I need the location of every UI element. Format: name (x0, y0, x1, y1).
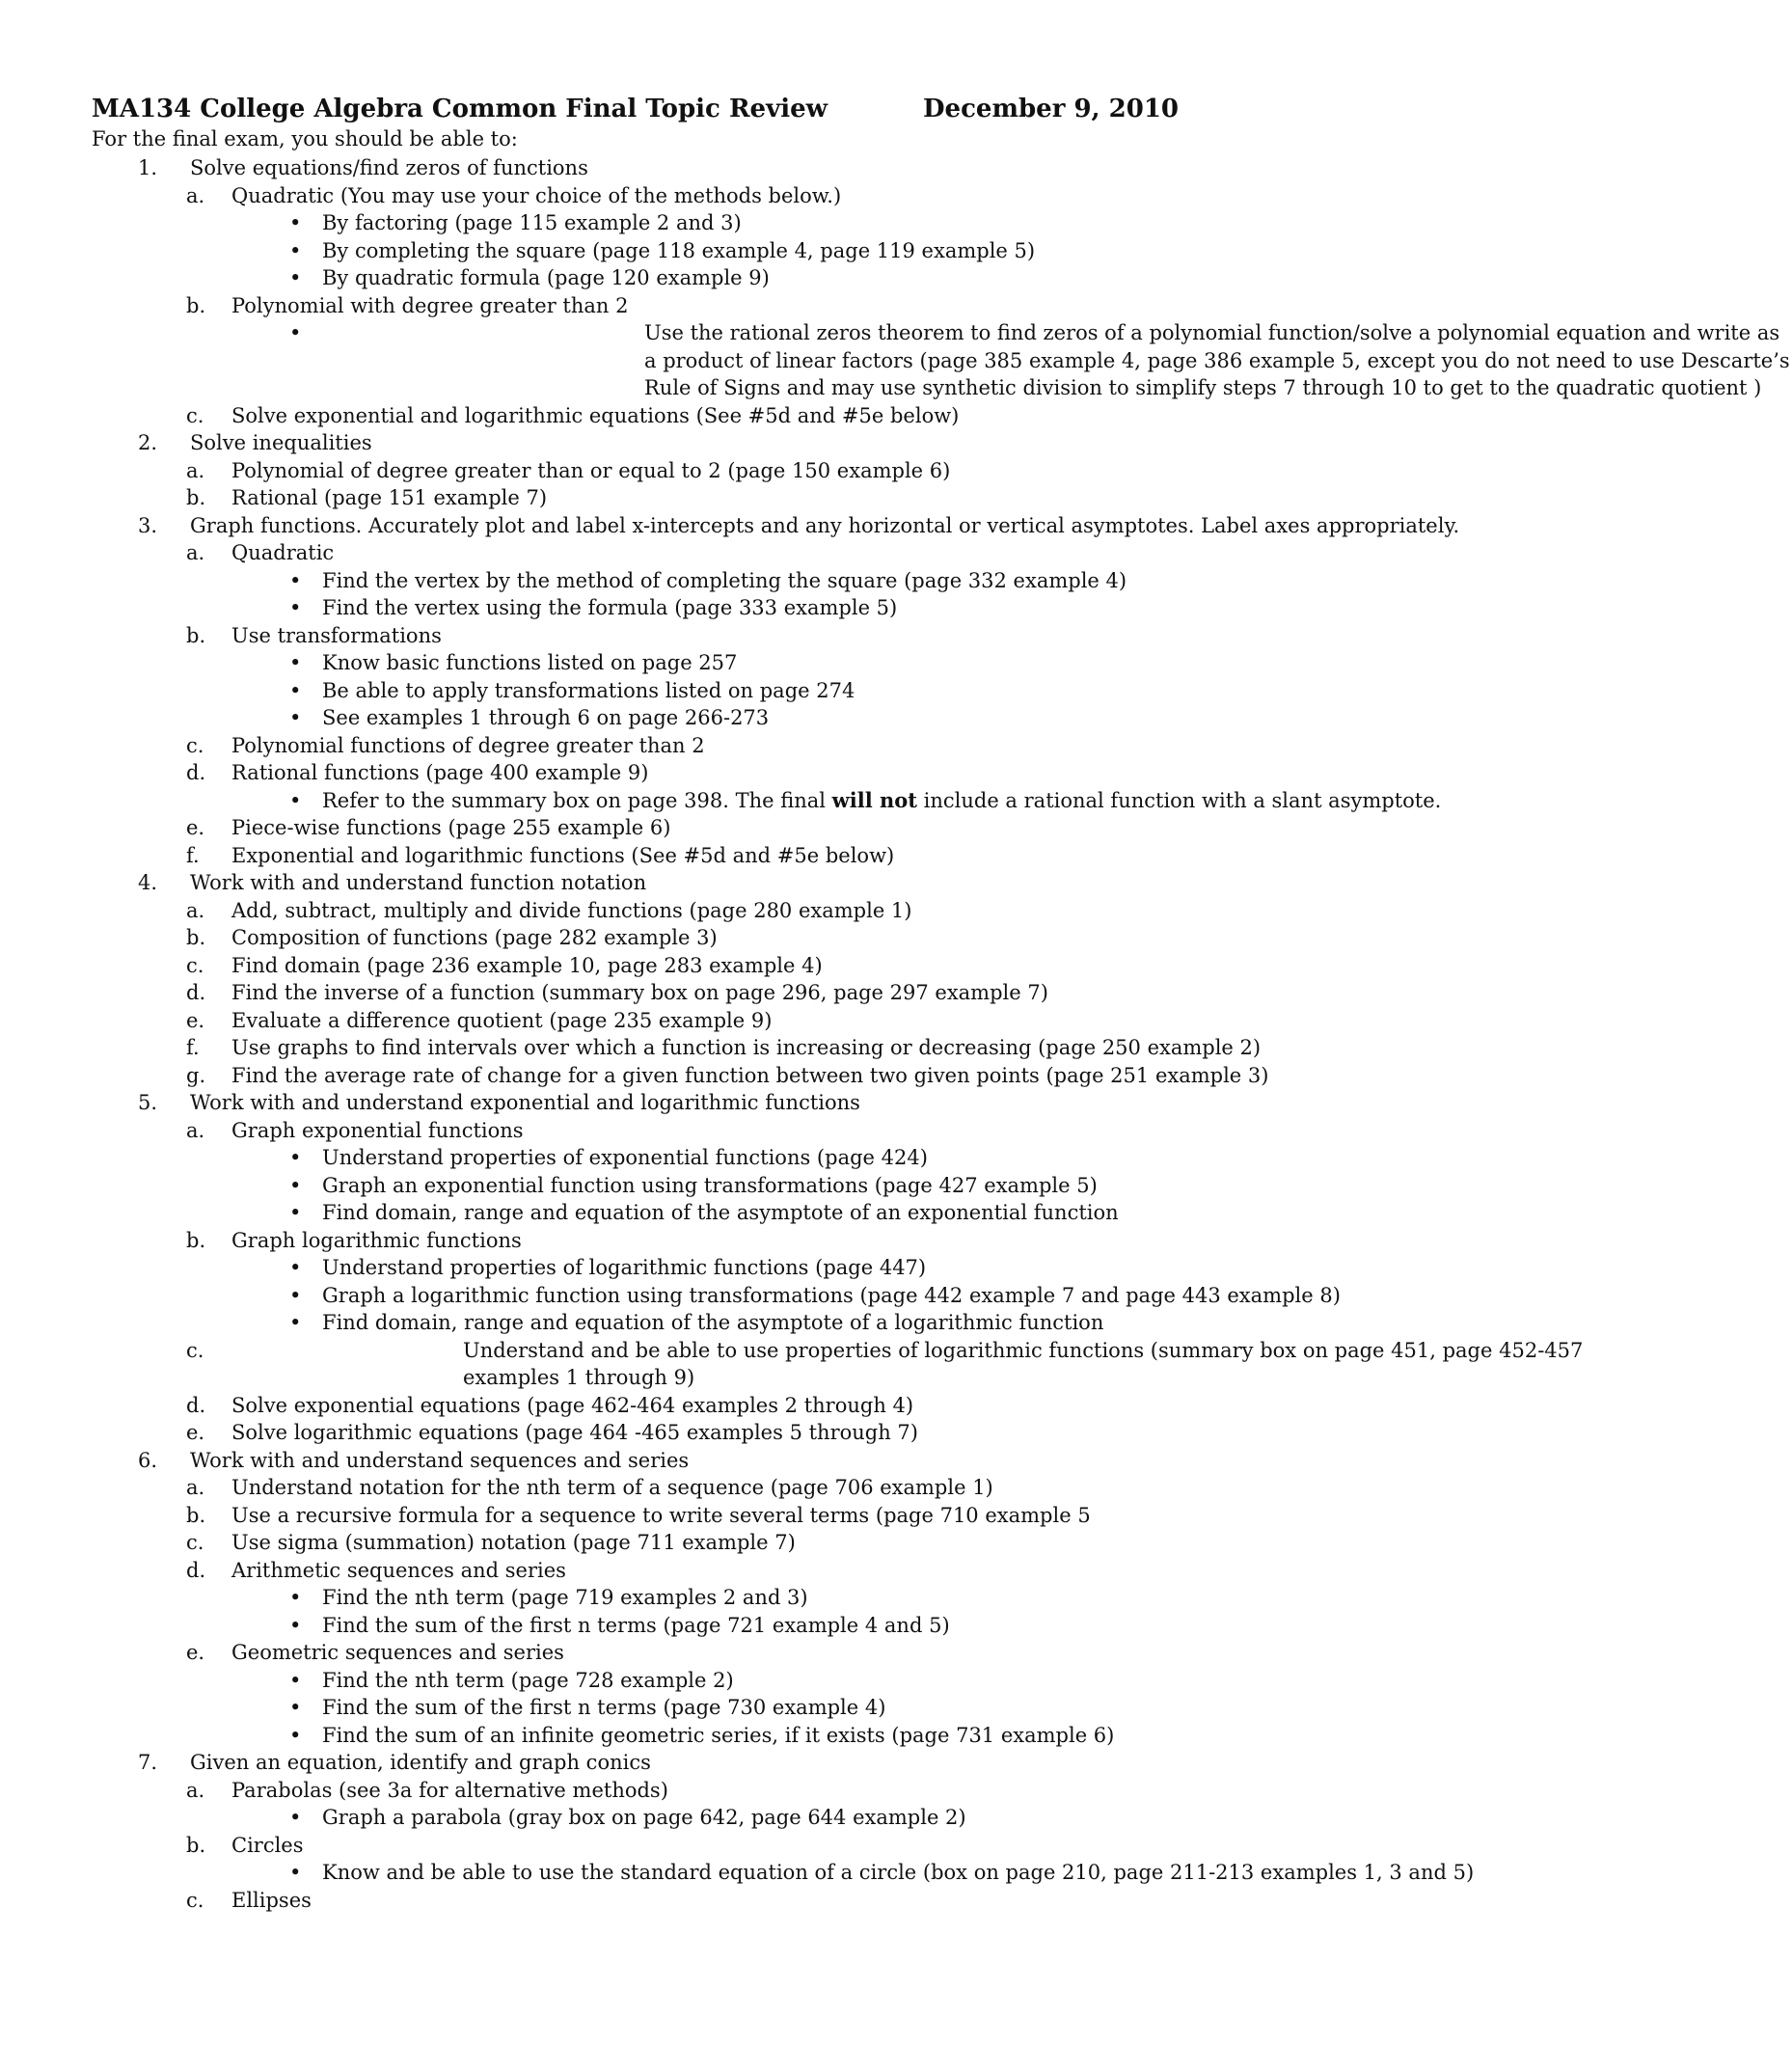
bullet-text: Find the vertex using the formula (page 333 example 5) (322, 596, 898, 619)
bullet-item (0, 1667, 1582, 1695)
bullet-text: Graph an exponential function using transformations (page 427 example 5) (322, 1173, 1098, 1197)
bullet-text: Graph a logarithmic function using transformations (page 442 example 7 and page 443 example 8) (322, 1283, 1341, 1307)
bullet-item (0, 787, 1582, 815)
subtopic-text: Graph exponential functions (231, 1118, 524, 1142)
subtopic-item (0, 732, 1582, 760)
subtopic-item (0, 182, 1582, 210)
subtopic-item (0, 1337, 1582, 1392)
subtopic-letter: f. (186, 1036, 200, 1059)
subtopic-letter: c. (186, 403, 204, 427)
bullet-text: By completing the square (page 118 example 4, page 119 example 5) (322, 238, 1036, 262)
subtopic-letter: b. (186, 623, 206, 647)
subtopic-text: Graph logarithmic functions (231, 1228, 522, 1252)
section-title: Work with and understand sequences and series (190, 1448, 690, 1472)
bullet-icon: • (289, 1696, 302, 1719)
bullet-icon: • (289, 1806, 302, 1829)
subtopic-letter: a. (186, 898, 205, 922)
subtopic-item (0, 1474, 1582, 1502)
bullet-text: Find the nth term (page 728 example 2) (322, 1668, 734, 1692)
bullet-icon: • (289, 568, 302, 592)
bullet-icon: • (289, 1201, 302, 1224)
subtopic-letter: a. (186, 183, 205, 207)
subtopic-text: Exponential and logarithmic functions (See #5d and #5e below) (231, 843, 895, 867)
bullet-text: Find the sum of an infinite geometric series, if it exists (page 731 example 6) (322, 1723, 1115, 1747)
bullet-icon: • (289, 1311, 302, 1334)
subtopic-item (0, 292, 1582, 320)
bullet-text: Find domain, range and equation of the asymptote of a logarithmic function (322, 1311, 1104, 1334)
subtopic-letter: a. (186, 1118, 205, 1142)
subtopic-text: Polynomial of degree greater than or equal to 2 (page 150 example 6) (231, 458, 951, 482)
subtopic-text: Find domain (page 236 example 10, page 283 example 4) (231, 953, 823, 977)
subtopic-text: Ellipses (231, 1888, 312, 1912)
subtopic-letter: c. (186, 1531, 204, 1554)
section-title: Work with and understand exponential and logarithmic functions (190, 1091, 860, 1114)
bullet-item (0, 1282, 1582, 1310)
subtopic-text: Find the inverse of a function (summary box on page 296, page 297 example 7) (231, 981, 1048, 1004)
bullet-text: Refer to the summary box on page 398. The final will not include a rational function with a slant asymptote. (322, 787, 1442, 812)
bullet-item (0, 1172, 1582, 1200)
subtopic-letter: g. (186, 1063, 206, 1087)
bullet-item (0, 1859, 1582, 1887)
subtopic-letter: c. (186, 733, 204, 757)
subtopic-item (0, 1529, 1582, 1557)
bullet-icon: • (289, 1256, 302, 1279)
subtopic-letter: c. (186, 953, 204, 977)
subtopic-letter: d. (186, 1393, 206, 1417)
bullet-item (0, 1254, 1582, 1282)
section-title: Given an equation, identify and graph conics (190, 1751, 651, 1774)
subtopic-item (0, 622, 1582, 650)
subtopic-item (0, 1007, 1582, 1035)
bullet-item (0, 1584, 1582, 1612)
bullet-text: By quadratic formula (page 120 example 9) (322, 266, 770, 289)
subtopic-item (0, 924, 1582, 952)
subtopic-item (0, 1117, 1582, 1145)
bullet-icon: • (289, 596, 302, 619)
bullet-text: Use the rational zeros theorem to find zeros of a polynomial function/solve a polynomial equation and write as a product of linear factors (page 385 example 4, page 386 example 5, except you do not need to use Descarte’s Rule of Signs and may use synthetic division to simplify steps 7 through 10 to get to the quadratic quotient ) (644, 321, 1790, 399)
bullet-icon: • (289, 321, 302, 344)
bullet-item (0, 649, 1582, 677)
bullet-icon: • (289, 1146, 302, 1169)
subtopic-letter: a. (186, 458, 205, 482)
subtopic-letter: d. (186, 981, 206, 1004)
subtopic-text: Rational (page 151 example 7) (231, 486, 548, 509)
subtopic-item (0, 842, 1582, 870)
subtopic-text: Piece-wise functions (page 255 example 6) (231, 816, 671, 839)
subtopic-text: Use graphs to find intervals over which a function is increasing or decreasing (page 250 example 2) (231, 1036, 1262, 1059)
bullet-item (0, 594, 1582, 622)
subtopic-item (0, 759, 1582, 787)
page-date: December 9, 2010 (923, 95, 1180, 123)
bullet-text: Understand properties of exponential functions (page 424) (322, 1146, 928, 1169)
subtopic-item (0, 897, 1582, 925)
bullet-item (0, 1144, 1582, 1172)
bullet-item (0, 1612, 1582, 1640)
bullet-icon: • (289, 706, 302, 729)
section-heading (0, 429, 1582, 457)
subtopic-text: Add, subtract, multiply and divide functions (page 280 example 1) (231, 898, 912, 922)
section-heading (0, 1089, 1582, 1117)
subtopic-text: Polynomial with degree greater than 2 (231, 293, 629, 317)
section-number: 4. (138, 871, 158, 894)
section-title: Work with and understand function notation (190, 871, 647, 894)
subtopic-item (0, 1227, 1582, 1255)
subtopic-item (0, 457, 1582, 485)
bullet-icon: • (289, 1586, 302, 1609)
subtopic-letter: f. (186, 843, 200, 867)
subtopic-text: Geometric sequences and series (231, 1641, 564, 1664)
subtopic-letter: c. (186, 1338, 204, 1362)
bullet-icon: • (289, 678, 302, 702)
subtopic-item (0, 814, 1582, 842)
section-title: Graph functions. Accurately plot and label x-intercepts and any horizontal or vertical asymptotes. Label axes appropriately. (190, 513, 1460, 537)
section-number: 5. (138, 1091, 158, 1114)
subtopic-letter: c. (186, 1888, 204, 1912)
section-number: 2. (138, 431, 158, 454)
bullet-icon: • (289, 788, 302, 812)
bullet-item (0, 319, 1790, 402)
bullet-icon: • (289, 238, 302, 262)
section-heading (0, 869, 1582, 897)
subtopic-item (0, 539, 1582, 567)
subtopic-letter: b. (186, 1503, 206, 1527)
subtopic-item (0, 979, 1582, 1007)
subtopic-item (0, 1832, 1582, 1860)
bullet-item (0, 677, 1582, 705)
section-number: 7. (138, 1751, 158, 1774)
subtopic-text: Solve exponential and logarithmic equations (See #5d and #5e below) (231, 403, 960, 427)
section-number: 3. (138, 513, 158, 537)
bullet-icon: • (289, 651, 302, 674)
bullet-text: Find the sum of the first n terms (page 730 example 4) (322, 1696, 886, 1719)
bullet-text: Find the sum of the first n terms (page 721 example 4 and 5) (322, 1613, 950, 1637)
bullet-text: Know basic functions listed on page 257 (322, 651, 738, 674)
subtopic-letter: e. (186, 1421, 205, 1444)
bullet-text: Find the vertex by the method of completing the square (page 332 example 4) (322, 568, 1127, 592)
bullet-icon: • (289, 1668, 302, 1692)
subtopic-text: Find the average rate of change for a given function between two given points (page 251 example 3) (231, 1063, 1269, 1087)
bullet-icon: • (289, 1723, 302, 1747)
bullet-item (0, 237, 1582, 265)
bullet-text: See examples 1 through 6 on page 266-273 (322, 706, 770, 729)
subtopic-item (0, 1777, 1582, 1805)
emphasis-text: will not (831, 787, 917, 812)
section-number: 6. (138, 1448, 158, 1472)
bullet-icon: • (289, 1861, 302, 1884)
subtopic-letter: a. (186, 1778, 205, 1802)
bullet-item (0, 264, 1582, 292)
subtopic-item (0, 402, 1582, 430)
bullet-icon: • (289, 211, 302, 234)
subtopic-item (0, 1034, 1582, 1062)
subtopic-text: Use transformations (231, 623, 442, 647)
section-number: 1. (138, 156, 158, 179)
subtopic-item (0, 1392, 1582, 1420)
subtopic-text: Understand notation for the nth term of a sequence (page 706 example 1) (231, 1476, 993, 1499)
subtopic-text: Understand and be able to use properties of logarithmic functions (summary box on page 451, page 452-457 examples 1 through 9) (463, 1338, 1584, 1389)
subtopic-text: Evaluate a difference quotient (page 235 example 9) (231, 1008, 773, 1032)
section-title: Solve inequalities (190, 431, 372, 454)
subtopic-item (0, 1639, 1582, 1667)
subtopic-item (0, 1419, 1582, 1447)
subtopic-text: Composition of functions (page 282 example 3) (231, 926, 718, 949)
subtopic-item (0, 1502, 1582, 1530)
subtopic-letter: e. (186, 1641, 205, 1664)
subtopic-letter: a. (186, 541, 205, 564)
section-heading (0, 154, 1582, 182)
bullet-text: Find domain, range and equation of the asymptote of an exponential function (322, 1201, 1119, 1224)
subtopic-letter: d. (186, 761, 206, 784)
bullet-text: Understand properties of logarithmic functions (page 447) (322, 1256, 927, 1279)
bullet-text: Find the nth term (page 719 examples 2 and 3) (322, 1586, 808, 1609)
subtopic-text: Use a recursive formula for a sequence to write several terms (page 710 example 5 (231, 1503, 1091, 1527)
subtopic-letter: b. (186, 293, 206, 317)
subtopic-letter: e. (186, 1008, 205, 1032)
subtopic-item (0, 1557, 1582, 1585)
bullet-item (0, 1309, 1582, 1337)
subtopic-text: Parabolas (see 3a for alternative methods) (231, 1778, 668, 1802)
subtopic-text: Rational functions (page 400 example 9) (231, 761, 649, 784)
page-title: MA134 College Algebra Common Final Topic Review (92, 95, 828, 123)
bullet-icon: • (289, 266, 302, 289)
bullet-icon: • (289, 1173, 302, 1197)
subtopic-letter: b. (186, 1833, 206, 1857)
bullet-text: By factoring (page 115 example 2 and 3) (322, 211, 742, 234)
subtopic-text: Solve exponential equations (page 462-464 examples 2 through 4) (231, 1393, 914, 1417)
section-heading (0, 1749, 1582, 1777)
subtopic-text: Polynomial functions of degree greater than 2 (231, 733, 705, 757)
subtopic-item (0, 1887, 1582, 1915)
bullet-text: Know and be able to use the standard equation of a circle (box on page 210, page 211-213 examples 1, 3 and 5) (322, 1861, 1475, 1884)
subtopic-item (0, 484, 1582, 512)
subtopic-text: Arithmetic sequences and series (231, 1558, 566, 1582)
subtopic-letter: e. (186, 816, 205, 839)
bullet-text: Graph a parabola (gray box on page 642, page 644 example 2) (322, 1806, 966, 1829)
bullet-item (0, 1199, 1582, 1227)
subtopic-letter: d. (186, 1558, 206, 1582)
section-heading (0, 512, 1582, 540)
subtopic-text: Circles (231, 1833, 304, 1857)
subtopic-letter: b. (186, 926, 206, 949)
intro-text: For the final exam, you should be able to: (92, 127, 518, 150)
subtopic-text: Quadratic (You may use your choice of the methods below.) (231, 183, 842, 207)
bullet-item (0, 1804, 1582, 1832)
bullet-icon: • (289, 1283, 302, 1307)
subtopic-letter: a. (186, 1476, 205, 1499)
bullet-icon: • (289, 1613, 302, 1637)
subtopic-text: Quadratic (231, 541, 335, 564)
bullet-item (0, 567, 1582, 595)
subtopic-letter: b. (186, 486, 206, 509)
subtopic-item (0, 1062, 1582, 1090)
subtopic-text: Solve logarithmic equations (page 464 -465 examples 5 through 7) (231, 1421, 918, 1444)
bullet-item (0, 704, 1582, 732)
bullet-item (0, 1694, 1582, 1722)
bullet-item (0, 1722, 1582, 1750)
bullet-item (0, 209, 1582, 237)
section-heading (0, 1447, 1582, 1475)
subtopic-letter: b. (186, 1228, 206, 1252)
subtopic-item (0, 952, 1582, 980)
section-title: Solve equations/find zeros of functions (190, 156, 588, 179)
subtopic-text: Use sigma (summation) notation (page 711 example 7) (231, 1531, 796, 1554)
topic-list (0, 154, 1790, 1914)
bullet-text: Be able to apply transformations listed on page 274 (322, 678, 855, 702)
